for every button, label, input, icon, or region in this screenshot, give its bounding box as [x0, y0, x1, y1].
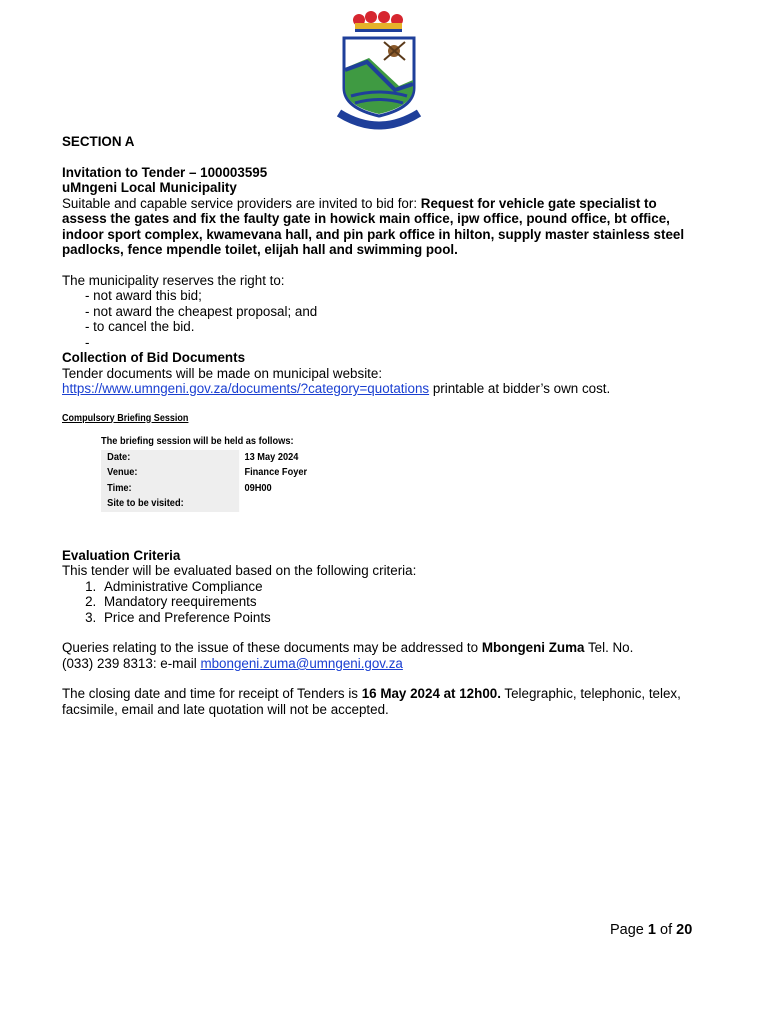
briefing-label: Site to be visited:: [101, 496, 239, 512]
briefing-label: Time:: [101, 481, 239, 497]
closing-datetime: 16 May 2024 at 12h00.: [361, 686, 501, 702]
briefing-label: Venue:: [101, 465, 239, 481]
briefing-value: Finance Foyer: [244, 466, 308, 479]
briefing-value: [239, 496, 244, 512]
collection-link-line: [62, 381, 702, 397]
evaluation-text: This tender will be evaluated based on the following criteria:: [62, 563, 417, 579]
evaluation-list: [62, 579, 702, 626]
collection-after: printable at bidder’s own cost.: [429, 381, 611, 396]
municipal-crest-logo: [329, 8, 429, 133]
municipality-name: uMngeni Local Municipality: [62, 180, 237, 195]
briefing-label: Date:: [101, 450, 239, 466]
queries-mid: Tel. No.: [584, 640, 634, 656]
evaluation-item: 1. Administrative Compliance: [100, 579, 702, 595]
briefing-row: [101, 496, 630, 512]
contact-name: Mbongeni Zuma: [481, 640, 585, 656]
documents-url-link[interactable]: https://www.umngeni.gov.za/documents/?category=quotations: [62, 381, 430, 396]
reserve-item: - not award the cheapest proposal; and: [85, 303, 318, 319]
tender-intro: Suitable and capable service providers are invited to bid for:: [62, 195, 421, 211]
queries-line-2: [62, 656, 702, 672]
page-number: [610, 922, 692, 938]
queries-pre: Queries relating to the issue of these documents may be addressed to: [62, 640, 482, 656]
section-heading: SECTION A: [62, 134, 135, 149]
briefing-value: 13 May 2024: [244, 450, 299, 463]
page-current: 1: [647, 922, 656, 938]
tender-request: Request for vehicle gate specialist to assess the gates and fix the faulty gate in howick main office, ipw office, pound office, bt office, indoor sport complex, kwamevana hall, and pin park office in hilton, supply master stainless steel padlocks, fence mpendle toilet, elijah hall and swimming pool.: [62, 195, 685, 257]
closing-pre: The closing date and time for receipt of Tenders is: [62, 686, 362, 702]
crest-crown: [353, 11, 403, 32]
briefing-table: [101, 434, 630, 512]
briefing-heading: Compulsory Briefing Session: [62, 411, 189, 424]
briefing-row: [101, 450, 630, 466]
evaluation-item: 3. Price and Preference Points: [100, 610, 702, 626]
queries-phone: (033) 239 8313: e-mail: [62, 655, 201, 671]
page-label: Page: [610, 922, 648, 938]
closing-post: Telegraphic, telephonic, telex, facsimile, email and late quotation will not be accepted.: [62, 686, 681, 717]
tender-description: [62, 196, 702, 258]
reserve-item: -: [85, 334, 90, 350]
briefing-row: [101, 465, 630, 481]
tender-title: Invitation to Tender – 100003595: [62, 164, 268, 180]
reserve-item: - not award this bid;: [85, 288, 202, 303]
briefing-intro: The briefing session will be held as follows:: [101, 435, 294, 447]
page-total: 20: [676, 922, 693, 938]
reserve-item: - to cancel the bid.: [85, 319, 195, 334]
evaluation-item: 2. Mandatory reequirements: [100, 594, 702, 610]
evaluation-heading: Evaluation Criteria: [62, 547, 181, 563]
collection-heading: Collection of Bid Documents: [62, 350, 246, 365]
closing-text: [62, 686, 702, 717]
briefing-value: 09H00: [244, 481, 272, 494]
collection-text: Tender documents will be made on municipal website:: [62, 365, 383, 381]
briefing-row: [101, 481, 630, 497]
page-of: of: [655, 922, 677, 938]
contact-email-link[interactable]: mbongeni.zuma@umngeni.gov.za: [200, 655, 403, 671]
queries-line: [62, 640, 702, 656]
reserves-intro: The municipality reserves the right to:: [62, 272, 285, 288]
